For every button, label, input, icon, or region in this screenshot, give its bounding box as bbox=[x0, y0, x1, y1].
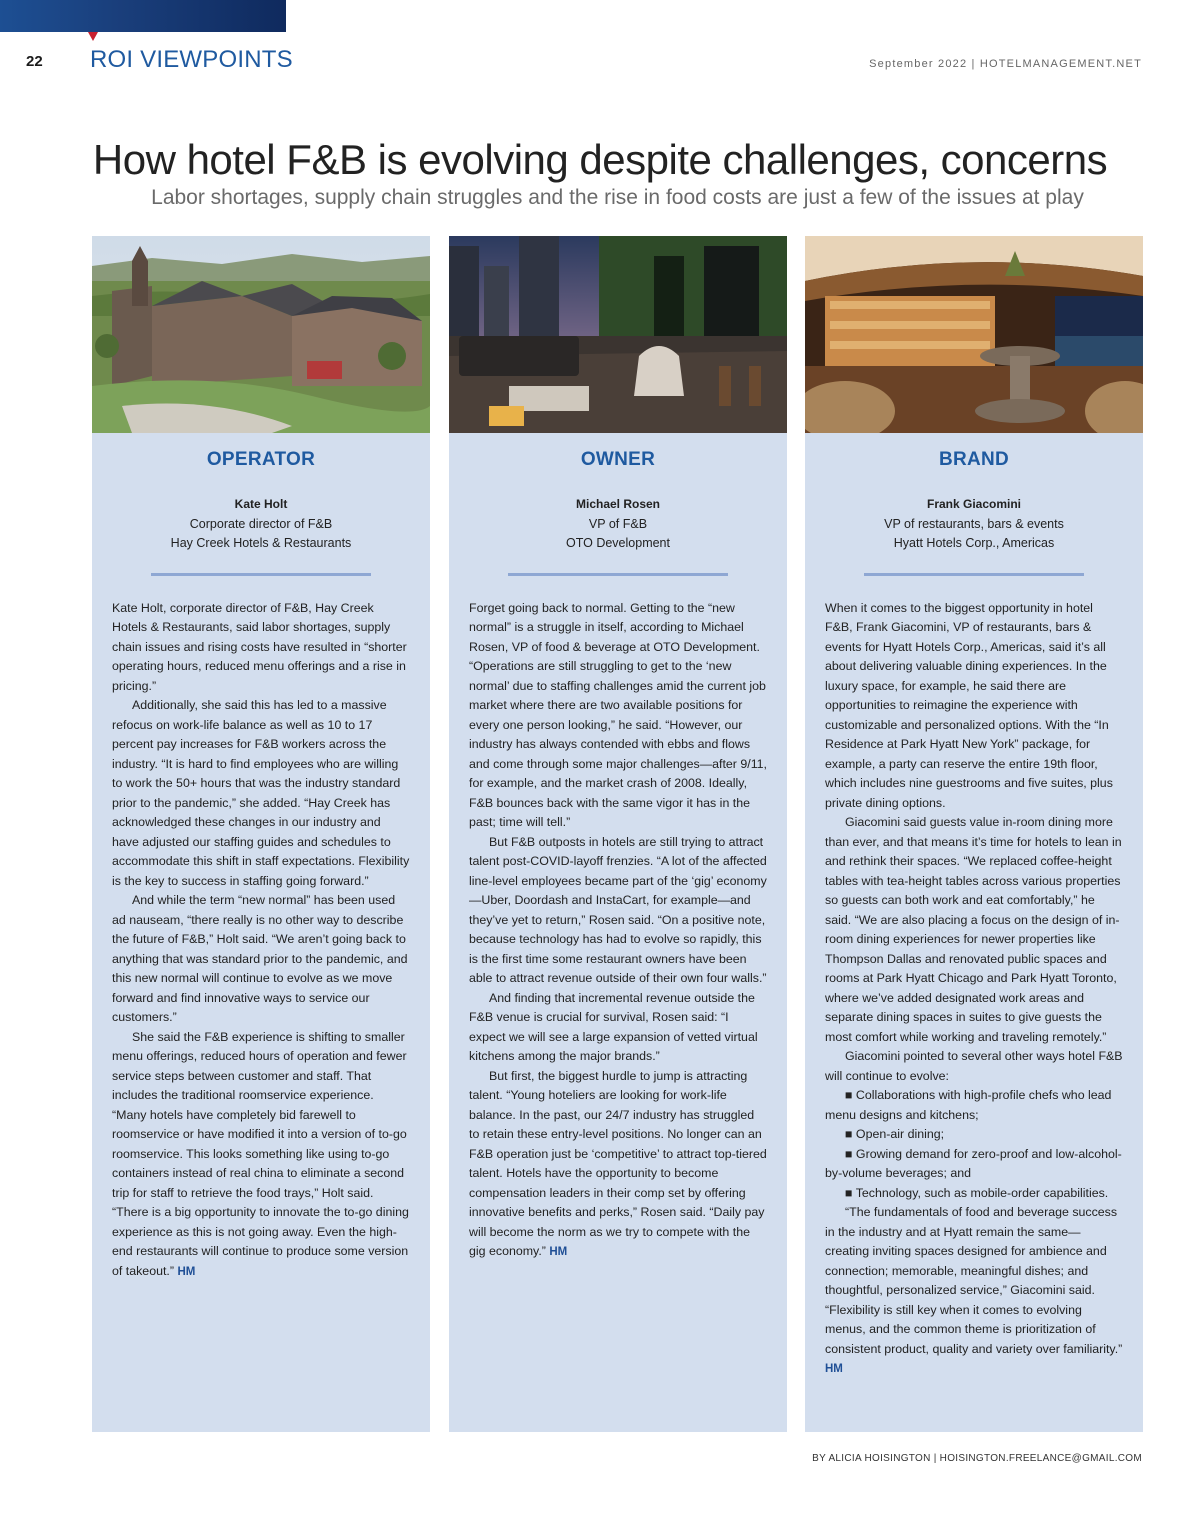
issue-date-and-site: September 2022 | HOTELMANAGEMENT.NET bbox=[869, 58, 1142, 70]
body-paragraph-text: She said the F&B experience is shifting to smaller menu offerings, reduced hours of operation and fewer service steps between customer and staff. That includes the traditional roomservice experience. “Many hotels have completely bid farewell to roomservice or have modified it into a version of to-go roomservice. This looks something like using to-go containers instead of real china to eliminate a second trip for staff to retrieve the food trays,” Holt said. “There is a big opportunity to innovate the to-go dining experience as this is not going away. Even the high-end restaurants will continue to produce some version of takeout.” bbox=[112, 1029, 409, 1278]
hm-signoff: HM bbox=[825, 1363, 843, 1375]
operator-column bbox=[92, 236, 430, 1432]
body-paragraph: Giacomini said guests value in-room dining more than ever, and that means it’s time for hotels to lean in and rethink their spaces. “We replaced coffee-height tables with tea-height tables across various properties so guests can both work and eat comfortably,” he said. “We are also placing a focus on the design of in-room dining experiences for newer properties like Thompson Dallas and renovated public spaces and rooms at Park Hyatt Chicago and Park Hyatt Toronto, where we’ve added designated work areas and separate dining spaces in suites to give guests the most comfort while working and traveling remotely.” bbox=[825, 815, 1122, 1044]
bullet-item: ■ Open-air dining; bbox=[845, 1127, 945, 1141]
brand-title: VP of restaurants, bars & events bbox=[884, 516, 1064, 531]
body-paragraph bbox=[112, 1028, 410, 1283]
body-paragraph: Forget going back to normal. Getting to the “new normal” is a struggle in itself, according to Michael Rosen, VP of food & beverage at OTO Development. “Operations are still struggling to get to the ‘new normal’ due to staffing challenges amid the current job market where there are two available positions for every one person looking,” he said. “However, our industry has always contended with ebbs and flows and come through some major challenges—after 9/11, for example, and the market crash of 2008. Ideally, F&B bounces back with the same vigor it has in the past; time will tell.” bbox=[469, 600, 767, 829]
brand-photo bbox=[805, 236, 1143, 433]
header-color-bar bbox=[0, 0, 286, 32]
owner-profile bbox=[449, 495, 787, 554]
header-marker-triangle bbox=[88, 32, 98, 41]
body-paragraph: Kate Holt, corporate director of F&B, Hay Creek Hotels & Restaurants, said labor shortages, supply chain issues and rising costs have resulted in “shorter operating hours, reduced menu offerings and a rise in pricing.” bbox=[112, 600, 407, 693]
owner-title: VP of F&B bbox=[588, 516, 648, 531]
operator-profile bbox=[92, 495, 430, 554]
operator-body bbox=[112, 599, 410, 1283]
bullet-item: ■ Technology, such as mobile-order capabilities. bbox=[845, 1185, 1109, 1200]
bullet-item: ■ Collaborations with high-profile chefs who lead menu designs and kitchens; bbox=[825, 1088, 1112, 1122]
operator-title: Corporate director of F&B bbox=[189, 516, 333, 531]
brand-profile bbox=[805, 495, 1143, 554]
operator-photo bbox=[92, 236, 430, 433]
body-paragraph-text: “The fundamentals of food and beverage success in the industry and at Hyatt remain the same—creating inviting spaces designed for ambience and connection; memorable, meaningful dishes; and thoughtful, personalized service,” Giacomini said. “Flexibility is still key when it comes to evolving menus, and the common theme is prioritization of consistent product, quality and variety over familiarity.” bbox=[825, 1205, 1123, 1356]
body-paragraph: And while the term “new normal” has been used ad nauseam, “there really is no other way to describe the future of F&B,” Holt said. “We aren’t going back to anything that was standard prior to the pandemic, and this new normal will continue to evolve as we move forward and find innovative ways to service our customers.” bbox=[112, 893, 408, 1024]
body-paragraph bbox=[825, 1203, 1123, 1380]
owner-column bbox=[449, 236, 787, 1432]
operator-divider bbox=[151, 573, 371, 576]
body-paragraph: Additionally, she said this has led to a massive refocus on work-life balance as well as 10 to 17 percent pay increases for F&B workers across the industry. “It is hard to find employees who are willing to work the 50+ hours that was the industry standard prior to the pandemic,” she added. “Hay Creek has acknowledged these changes in our industry and have adjusted our staffing guides and schedules to accommodate this shift in staff expectations. Flexibility is the key to success in staffing going forward.” bbox=[112, 698, 410, 888]
brand-column bbox=[805, 236, 1143, 1432]
body-paragraph-text: But first, the biggest hurdle to jump is attracting talent. “Young hoteliers are looking for work-life balance. In the past, our 24/7 industry has struggled to retain these entry-level positions. No longer can an F&B operation just be ‘competitive’ to attract top-tiered talent. Hotels have the opportunity to become compensation leaders in their comp set by offering innovative benefits and perks,” Rosen said. “Daily pay will become the norm as we try to compete with the gig economy.” bbox=[469, 1068, 767, 1258]
brand-divider bbox=[864, 573, 1084, 576]
owner-role: OWNER bbox=[580, 449, 656, 470]
author-byline: BY ALICIA HOISINGTON | HOISINGTON.FREELANCE@GMAIL.COM bbox=[812, 1453, 1142, 1464]
operator-company: Hay Creek Hotels & Restaurants bbox=[170, 536, 352, 550]
body-paragraph: And finding that incremental revenue outside the F&B venue is crucial for survival, Rosen said: “I expect we will see a large expansion of vetted virtual kitchens among the major brands.” bbox=[469, 990, 758, 1063]
brand-role: BRAND bbox=[938, 449, 1010, 470]
operator-name: Kate Holt bbox=[234, 497, 288, 511]
bullet-item: ■ Growing demand for zero-proof and low-alcohol-by-volume beverages; and bbox=[825, 1146, 1122, 1180]
owner-photo bbox=[449, 236, 787, 433]
hm-signoff: HM bbox=[177, 1265, 196, 1278]
body-paragraph: But F&B outposts in hotels are still trying to attract talent post-COVID-layoff frenzies. “A lot of the affected line-level employees became part of the ‘gig’ economy—Uber, Doordash and InstaCart, for example—and they’ve yet to return,” Rosen said. “On a positive note, because technology has had to evolve so rapidly, this is the first time some restaurant owners have been able to attract revenue outside of their own four walls.” bbox=[469, 834, 767, 985]
body-paragraph bbox=[469, 1067, 767, 1263]
brand-body bbox=[825, 599, 1123, 1380]
article-headline: How hotel F&B is evolving despite challenges, concerns bbox=[92, 136, 1108, 183]
owner-body bbox=[469, 599, 767, 1263]
section-title: ROI VIEWPOINTS bbox=[90, 46, 293, 73]
owner-divider bbox=[508, 573, 728, 576]
body-paragraph: Giacomini pointed to several other ways hotel F&B will continue to evolve: bbox=[825, 1049, 1123, 1083]
brand-company: Hyatt Hotels Corp., Americas bbox=[893, 536, 1055, 550]
page-number: 22 bbox=[26, 53, 43, 70]
owner-company: OTO Development bbox=[566, 536, 670, 550]
operator-role: OPERATOR bbox=[206, 449, 316, 470]
brand-name: Frank Giacomini bbox=[926, 497, 1022, 511]
owner-name: Michael Rosen bbox=[575, 497, 661, 511]
article-subhead: Labor shortages, supply chain struggles and the rise in food costs are just a few of the issues at play bbox=[151, 186, 1084, 209]
body-paragraph: When it comes to the biggest opportunity in hotel F&B, Frank Giacomini, VP of restaurants, bars & events for Hyatt Hotels Corp., Americas, said it’s all about delivering valuable dining experiences. In the luxury space, for example, he said there are opportunities to reimagine the experience with customizable and personalized options. With the “In Residence at Park Hyatt New York” package, for example, a party can reserve the entire 19th floor, which includes nine guestrooms and five suites, plus private dining options. bbox=[825, 600, 1113, 810]
hm-signoff: HM bbox=[549, 1246, 568, 1258]
